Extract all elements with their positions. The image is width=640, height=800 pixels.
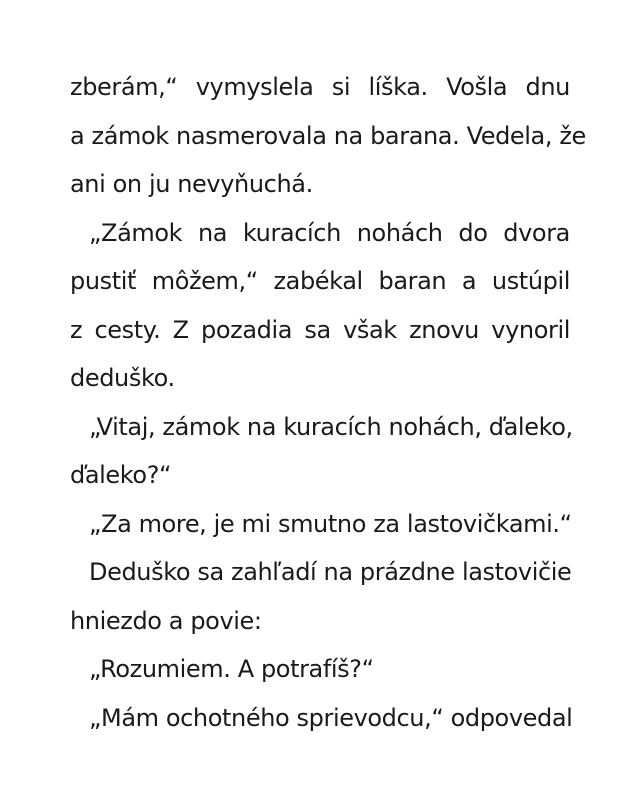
text-line: pustiť môžem,“ zabékal baran a ustúpil <box>70 267 570 295</box>
text-line: „Vitaj, zámok na kuracích nohách, ďaleko, <box>89 412 573 441</box>
text-line: zberám,“ vymyslela si líška. Vošla dnu <box>70 73 570 101</box>
text-line: hniezdo a povie: <box>70 606 262 635</box>
text-line: ďaleko?“ <box>70 461 172 489</box>
text-line: „Rozumiem. A potrafíš?“ <box>89 655 374 683</box>
text-line: Deduško sa zahľadí na prázdne lastovičie <box>89 558 572 586</box>
text-line: „Mám ochotného sprievodcu,“ odpovedal <box>89 703 573 732</box>
story-text <box>70 63 586 742</box>
text-line: „Zámok na kuracích nohách do dvora <box>89 218 570 247</box>
text-line: ani on ju nevyňuchá. <box>70 170 313 198</box>
text-line: a zámok nasmerovala na barana. Vedela, že <box>70 121 586 150</box>
text-line: deduško. <box>70 364 175 392</box>
text-line: z cesty. Z pozadia sa však znovu vynoril <box>70 315 570 344</box>
text-line: „Za more, je mi smutno za lastovičkami.“ <box>89 509 572 538</box>
